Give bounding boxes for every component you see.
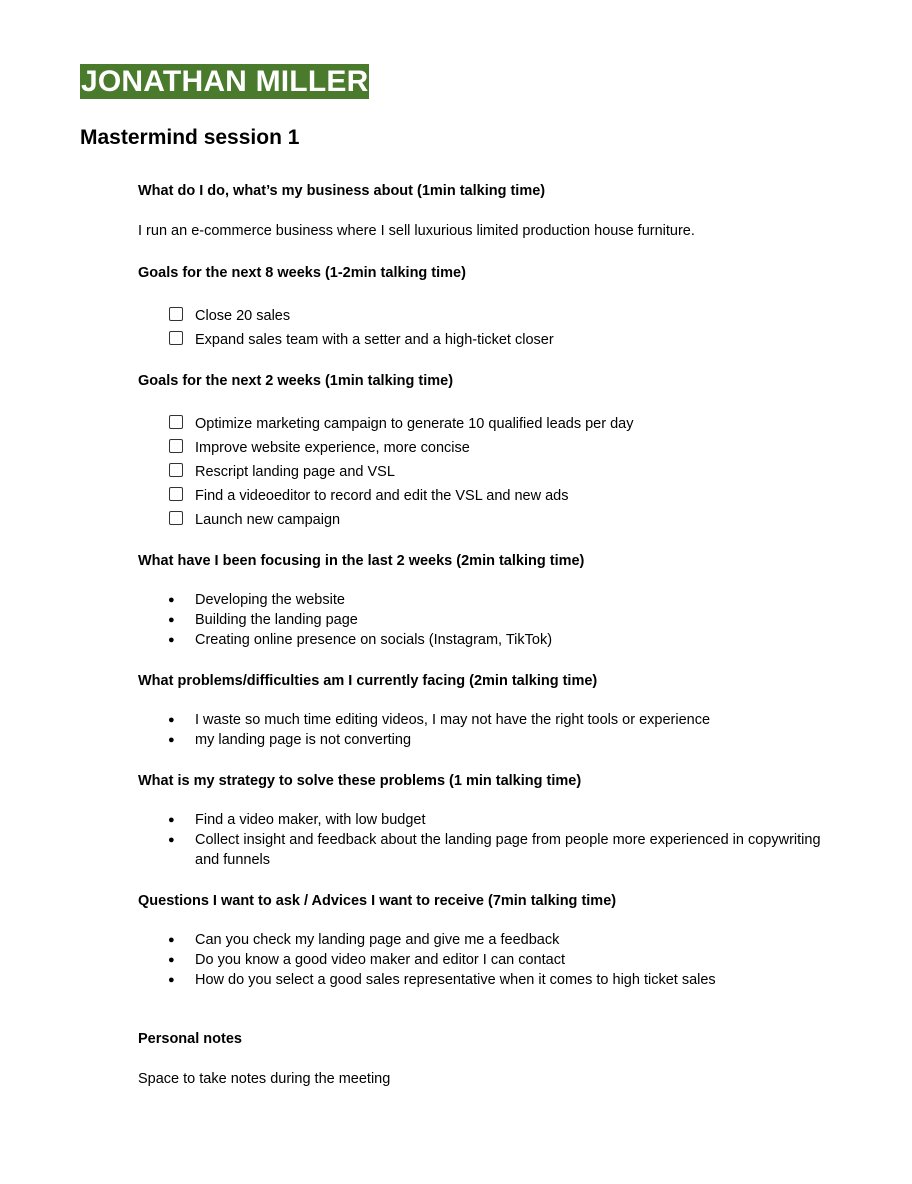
list-item	[138, 970, 838, 990]
document-body	[138, 180, 838, 1090]
section-heading-goals-8-weeks: Goals for the next 8 weeks (1-2min talking time)	[138, 265, 466, 281]
bullet-list-focus	[138, 590, 838, 650]
list-item-text: Creating online presence on socials (Instagram, TikTok)	[195, 632, 553, 648]
checkbox[interactable]	[169, 307, 183, 321]
list-item-text: Can you check my landing page and give me a feedback	[195, 932, 560, 948]
business-description: I run an e-commerce business where I sell luxurious limited production house furniture.	[138, 223, 695, 239]
bullet-icon: ●	[168, 934, 175, 946]
list-item-text: I waste so much time editing videos, I may not have the right tools or experience	[195, 712, 711, 728]
list-item	[138, 830, 838, 870]
bullet-list-strategy	[138, 810, 838, 870]
list-item	[138, 930, 838, 950]
checklist-item	[138, 328, 838, 352]
bullet-icon: ●	[168, 954, 175, 966]
checklist-item	[138, 508, 838, 532]
list-item	[138, 950, 838, 970]
notes-placeholder-text[interactable]: Space to take notes during the meeting	[138, 1071, 391, 1087]
bullet-icon: ●	[168, 734, 175, 746]
checklist-item	[138, 412, 838, 436]
checklist-item-label: Optimize marketing campaign to generate 10 qualified leads per day	[195, 416, 634, 432]
checklist-item-label: Launch new campaign	[195, 512, 341, 528]
list-item	[138, 810, 838, 830]
bullet-list-problems	[138, 710, 838, 750]
section-heading-questions: Questions I want to ask / Advices I want to receive (7min talking time)	[138, 893, 617, 909]
bullet-list-questions	[138, 930, 838, 990]
section-heading-strategy: What is my strategy to solve these problems (1 min talking time)	[138, 773, 582, 789]
list-item-text: Collect insight and feedback about the landing page from people more experienced in copywriting and funnels	[195, 832, 821, 868]
section-heading-goals-2-weeks: Goals for the next 2 weeks (1min talking time)	[138, 373, 454, 389]
list-item-text: Building the landing page	[195, 612, 358, 628]
checklist-goals-2-weeks	[138, 412, 838, 532]
list-item-text: Developing the website	[195, 592, 345, 608]
checklist-item-label: Rescript landing page and VSL	[195, 464, 395, 480]
checkbox[interactable]	[169, 511, 183, 525]
checkbox[interactable]	[169, 439, 183, 453]
page-title: Mastermind session 1	[80, 126, 300, 149]
bullet-icon: ●	[168, 594, 175, 606]
checkbox[interactable]	[169, 415, 183, 429]
bullet-icon: ●	[168, 614, 175, 626]
list-item-text: my landing page is not converting	[195, 732, 412, 748]
bullet-icon: ●	[168, 834, 175, 846]
checklist-item	[138, 460, 838, 484]
checklist-item-label: Improve website experience, more concise	[195, 440, 470, 456]
checklist-item-label: Close 20 sales	[195, 308, 291, 324]
list-item	[138, 630, 838, 650]
checklist-item	[138, 484, 838, 508]
list-item	[138, 610, 838, 630]
list-item	[138, 590, 838, 610]
list-item-text: Do you know a good video maker and editor I can contact	[195, 952, 565, 968]
list-item	[138, 710, 838, 730]
checkbox[interactable]	[169, 487, 183, 501]
list-item	[138, 730, 838, 750]
name-banner: JONATHAN MILLER	[81, 65, 369, 98]
bullet-icon: ●	[168, 814, 175, 826]
bullet-icon: ●	[168, 634, 175, 646]
section-heading-notes: Personal notes	[138, 1031, 242, 1047]
section-heading-focus: What have I been focusing in the last 2 weeks (2min talking time)	[138, 553, 585, 569]
section-heading-business: What do I do, what’s my business about (1min talking time)	[138, 183, 546, 199]
list-item-text: How do you select a good sales representative when it comes to high ticket sales	[195, 972, 716, 988]
checkbox[interactable]	[169, 331, 183, 345]
checklist-item	[138, 436, 838, 460]
checklist-item	[138, 304, 838, 328]
checklist-item-label: Expand sales team with a setter and a high-ticket closer	[195, 332, 554, 348]
list-item-text: Find a video maker, with low budget	[195, 812, 426, 828]
checklist-goals-8-weeks	[138, 304, 838, 352]
section-heading-problems: What problems/difficulties am I currently facing (2min talking time)	[138, 673, 598, 689]
bullet-icon: ●	[168, 714, 175, 726]
checklist-item-label: Find a videoeditor to record and edit the VSL and new ads	[195, 488, 569, 504]
bullet-icon: ●	[168, 974, 175, 986]
checkbox[interactable]	[169, 463, 183, 477]
